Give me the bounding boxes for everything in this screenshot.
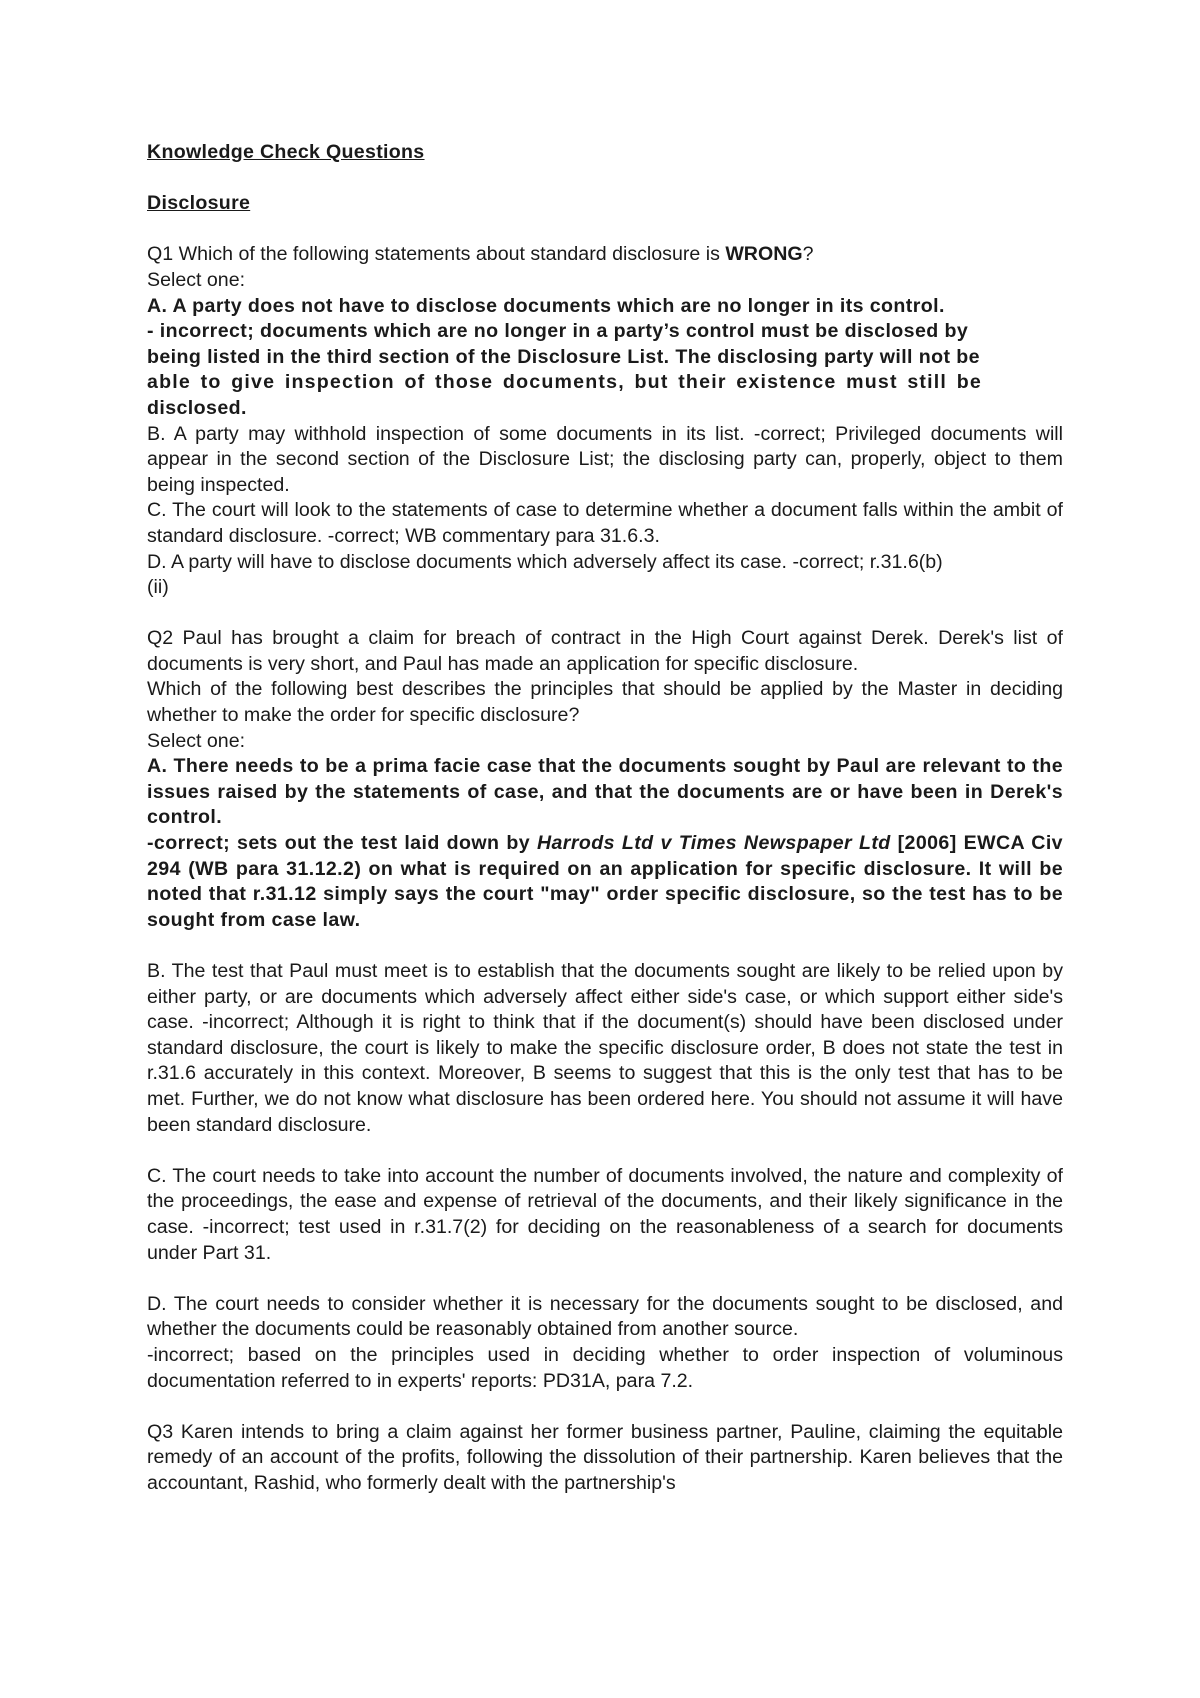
document-page (147, 140, 1063, 1496)
q1-option-d-line2: (ii) (147, 576, 169, 599)
q1-stem-emphasis: WRONG (725, 243, 803, 266)
q1-feedback-a-line4: disclosed. (147, 396, 247, 419)
document-title: Knowledge Check Questions (147, 141, 425, 163)
q1-option-d-line1: D. A party will have to disclose documents which adversely affect its case. -correct; r.31.6(b) (147, 550, 943, 573)
q1-option-a: A. A party does not have to disclose documents which are no longer in its control. (147, 294, 945, 317)
q1-option-b: B. A party may withhold inspection of some documents in its list. -correct; Privileged documents will appear in the second section of the Disclosure List; the disclosing party can, properly, object to them being inspected. (147, 422, 1063, 496)
q2-feedback-a-text: -correct; sets out the test laid down by (147, 832, 537, 855)
q2-option-b: B. The test that Paul must meet is to establish that the documents sought are likely to be relied upon by either party, or are documents which adversely affect either side's case, or which support either side's case. -incorrect; Although it is right to think that if the document(s) should have been disclosed under standard disclosure, the court is likely to make the specific disclosure order, B does not state the test in r.31.6 accurately in this context. Moreover, B seems to suggest that this is the only test that has to be met. Further, we do not know what disclosure has been ordered here. You should not assume it will have been standard disclosure. (147, 960, 1063, 1136)
q1-feedback-a-line1: - incorrect; documents which are no longer in a party’s control must be disclosed by (147, 320, 969, 343)
q2-feedback-d: -incorrect; based on the principles used in deciding whether to order inspection of voluminous documentation referred to in experts' reports: PD31A, para 7.2. (147, 1343, 1063, 1392)
q2-option-d: D. The court needs to consider whether it is necessary for the documents sought to be disclosed, and whether the documents could be reasonably obtained from another source. (147, 1292, 1063, 1341)
q2-feedback-a-case-name: Harrods Ltd v Times Newspaper Ltd (536, 832, 891, 855)
q1-select-label: Select one: (147, 268, 246, 291)
q2-select-label: Select one: (147, 729, 246, 752)
q1-stem-text: Q1 Which of the following statements about standard disclosure is (147, 243, 726, 266)
q1-stem-end: ? (802, 243, 814, 266)
q1-feedback-a-line3: able to give inspection of those documents, but their existence must still be (147, 371, 982, 394)
q1-option-c: C. The court will look to the statements of case to determine whether a document falls within the ambit of standard disclosure. -correct; WB commentary para 31.6.3. (147, 499, 1063, 547)
q2-stem-1: Q2 Paul has brought a claim for breach of contract in the High Court against Derek. Derek's list of documents is very short, and Paul has made an application for specific disclosure. (147, 627, 1063, 675)
q2-option-c: C. The court needs to take into account the number of documents involved, the nature and complexity of the proceedings, the ease and expense of retrieval of the documents, and their likely significance in the case. -incorrect; test used in r.31.7(2) for deciding on the reasonableness of a search for documents under Part 31. (147, 1164, 1063, 1264)
q2-feedback-a (147, 831, 1063, 933)
q1-feedback-a-line2: being listed in the third section of the Disclosure List. The disclosing party will not be (147, 345, 980, 368)
q2-option-a: A. There needs to be a prima facie case that the documents sought by Paul are relevant to the issues raised by the statements of case, and that the documents are or have been in Derek's control. (147, 755, 1063, 829)
q1-stem (147, 242, 1063, 268)
section-heading: Disclosure (147, 192, 251, 215)
q2-stem-2: Which of the following best describes the principles that should be applied by the Master in deciding whether to make the order for specific disclosure? (147, 678, 1063, 727)
q2-feedback-a-rest: [2006] EWCA Civ 294 (WB para 31.12.2) on what is required on an application for specific disclosure. It will be noted that r.31.12 simply says the court "may" order specific disclosure, so the test has to be sought from case law. (147, 832, 1063, 931)
q3-stem: Q3 Karen intends to bring a claim against her former business partner, Pauline, claiming the equitable remedy of an account of the profits, following the dissolution of their partnership. Karen believes that the accountant, Rashid, who formerly dealt with the partnership's (147, 1420, 1063, 1494)
